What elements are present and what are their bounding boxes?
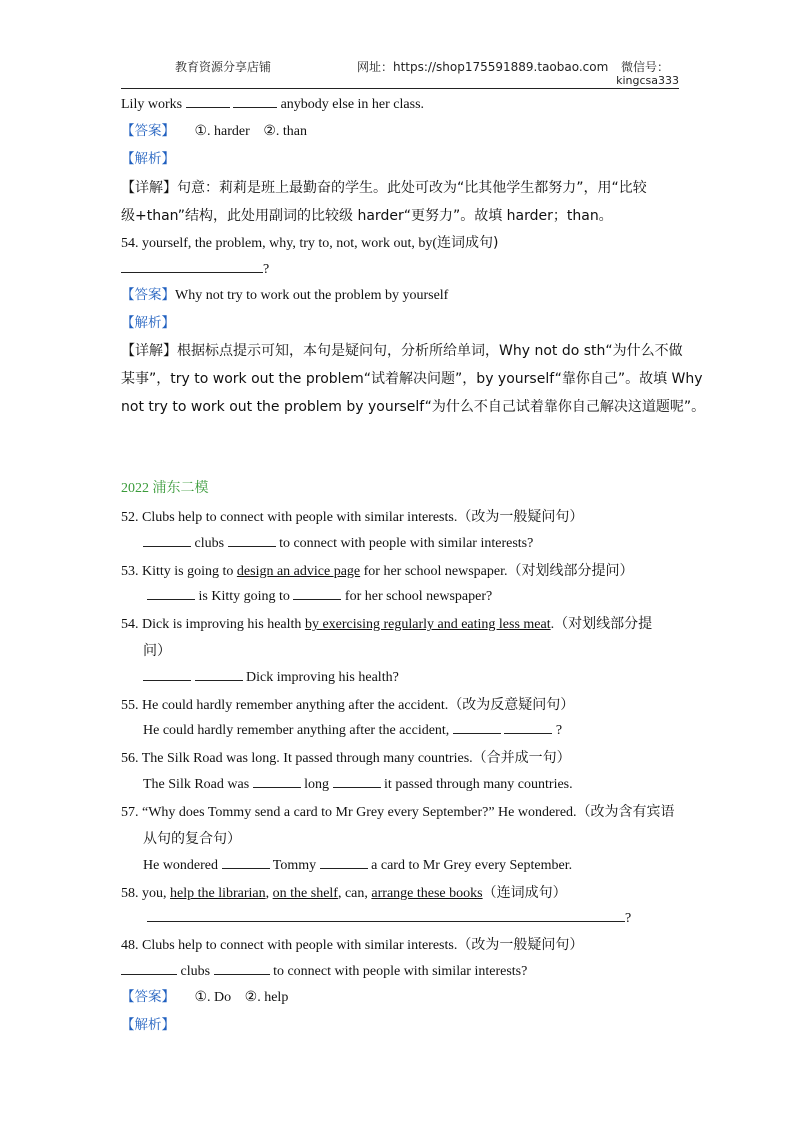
q54-detail-line: 【详解】根据标点提示可知，本句是疑问句，分析所给单词，Why not do sth“为什么不做 [121,343,683,359]
q56-stem: 56. The Silk Road was long. It passed through many countries.（合并成一句） [121,750,571,766]
q55-fill-line: He could hardly remember anything after the accident, ? [143,723,563,738]
q58-answer-line: ? [147,909,631,929]
answer-blank [253,775,301,788]
answer-blank [504,721,552,734]
answer-blank [214,962,270,975]
q54-answer: 【答案】Why not try to work out the problem by yourself [121,287,449,303]
q53-detail-line: 级+than”结构，此处用副词的比较级 harder“更努力”。故填 harder；than。 [121,208,613,224]
wechat-id: kingcsa333 [616,74,679,87]
q53-answer: 【答案】 ①. harder ②. than [121,123,307,139]
answer-blank [121,962,177,975]
q54-detail-line: 某事”，try to work out the problem“试着解决问题”，by yourself“靠你自己”。故填 Why [121,371,703,387]
q54-analysis-label: 【解析】 [121,315,175,331]
answer-blank [186,95,230,108]
q58-stem: 58. you, help the librarian, on the shelf, can, arrange these books（连词成句） [121,885,567,901]
q57-stem-continued: 从句的复合句） [143,831,241,847]
answer-blank [228,534,276,547]
q54-fill-line: Dick improving his health? [143,668,399,688]
answer-blank [233,95,277,108]
q54-stem-continued: 问） [143,643,171,659]
q53-new-stem: 53. Kitty is going to design an advice page for her school newspaper.（对划线部分提问） [121,563,634,579]
wechat-label: 微信号： [620,60,669,74]
answer-blank [293,587,341,600]
q52-fill-line: clubs to connect with people with similar interests? [143,534,533,554]
q53-analysis-label: 【解析】 [121,151,175,167]
answer-blank [143,668,191,681]
answer-blank [453,721,501,734]
section-title: 2022 浦东二模 [121,481,209,496]
answer-blank [333,775,381,788]
answer-blank [147,909,625,922]
underlined-phrase: help the librarian [170,886,266,901]
shop-name: 教育资源分享店铺 [175,60,272,74]
detail-label: 【详解】 [121,343,177,359]
q57-fill-line: He wondered Tommy a card to Mr Grey every September. [143,858,573,873]
q54-answer-line: ? [121,260,269,280]
q54-detail-line: not try to work out the problem by yourself“为什么不自己试着靠你自己解决这道题呢”。 [121,399,706,415]
underlined-phrase: arrange these books [371,886,483,901]
answer-blank [195,668,243,681]
q56-fill-line: The Silk Road was long it passed through many countries. [143,777,573,792]
answer-blank [222,856,270,869]
q55-stem: 55. He could hardly remember anything after the accident.（改为反意疑问句） [121,697,575,713]
q57-stem: 57. “Why does Tommy send a card to Mr Grey every September?” He wondered.（改为含有宾语 [121,804,675,820]
q53-detail-line: 【详解】句意：莉莉是班上最勤奋的学生。此处可改为“比其他学生都努力”，用“比较 [121,180,647,196]
underlined-phrase: by exercising regularly and eating less meat [304,617,551,632]
shop-url: 网址：https://shop175591889.taobao.com [357,60,609,74]
q53-fill-line: is Kitty going to for her school newspaper? [147,587,492,607]
underlined-phrase: on the shelf [272,886,338,901]
q54-stem: 54. yourself, the problem, why, try to, not, work out, by(连词成句) [121,235,499,251]
detail-label: 【详解】 [121,180,177,196]
q48-answer: 【答案】 ①. Do ②. help [121,989,289,1005]
answer-blank [320,856,368,869]
answer-blank [121,260,263,273]
q54-new-stem: 54. Dick is improving his health by exercising regularly and eating less meat.（对划线部分提 [121,616,653,632]
q48-stem: 48. Clubs help to connect with people with similar interests.（改为一般疑问句） [121,937,584,953]
q52-stem: 52. Clubs help to connect with people with similar interests.（改为一般疑问句） [121,509,584,525]
answer-blank [147,587,195,600]
q53-stem: Lily works anybody else in her class. [121,97,425,112]
page-header [121,56,679,89]
q48-analysis-label: 【解析】 [121,1017,175,1033]
answer-blank [143,534,191,547]
q48-fill-line: clubs to connect with people with similar interests? [121,962,527,982]
underlined-phrase: design an advice page [236,564,361,579]
